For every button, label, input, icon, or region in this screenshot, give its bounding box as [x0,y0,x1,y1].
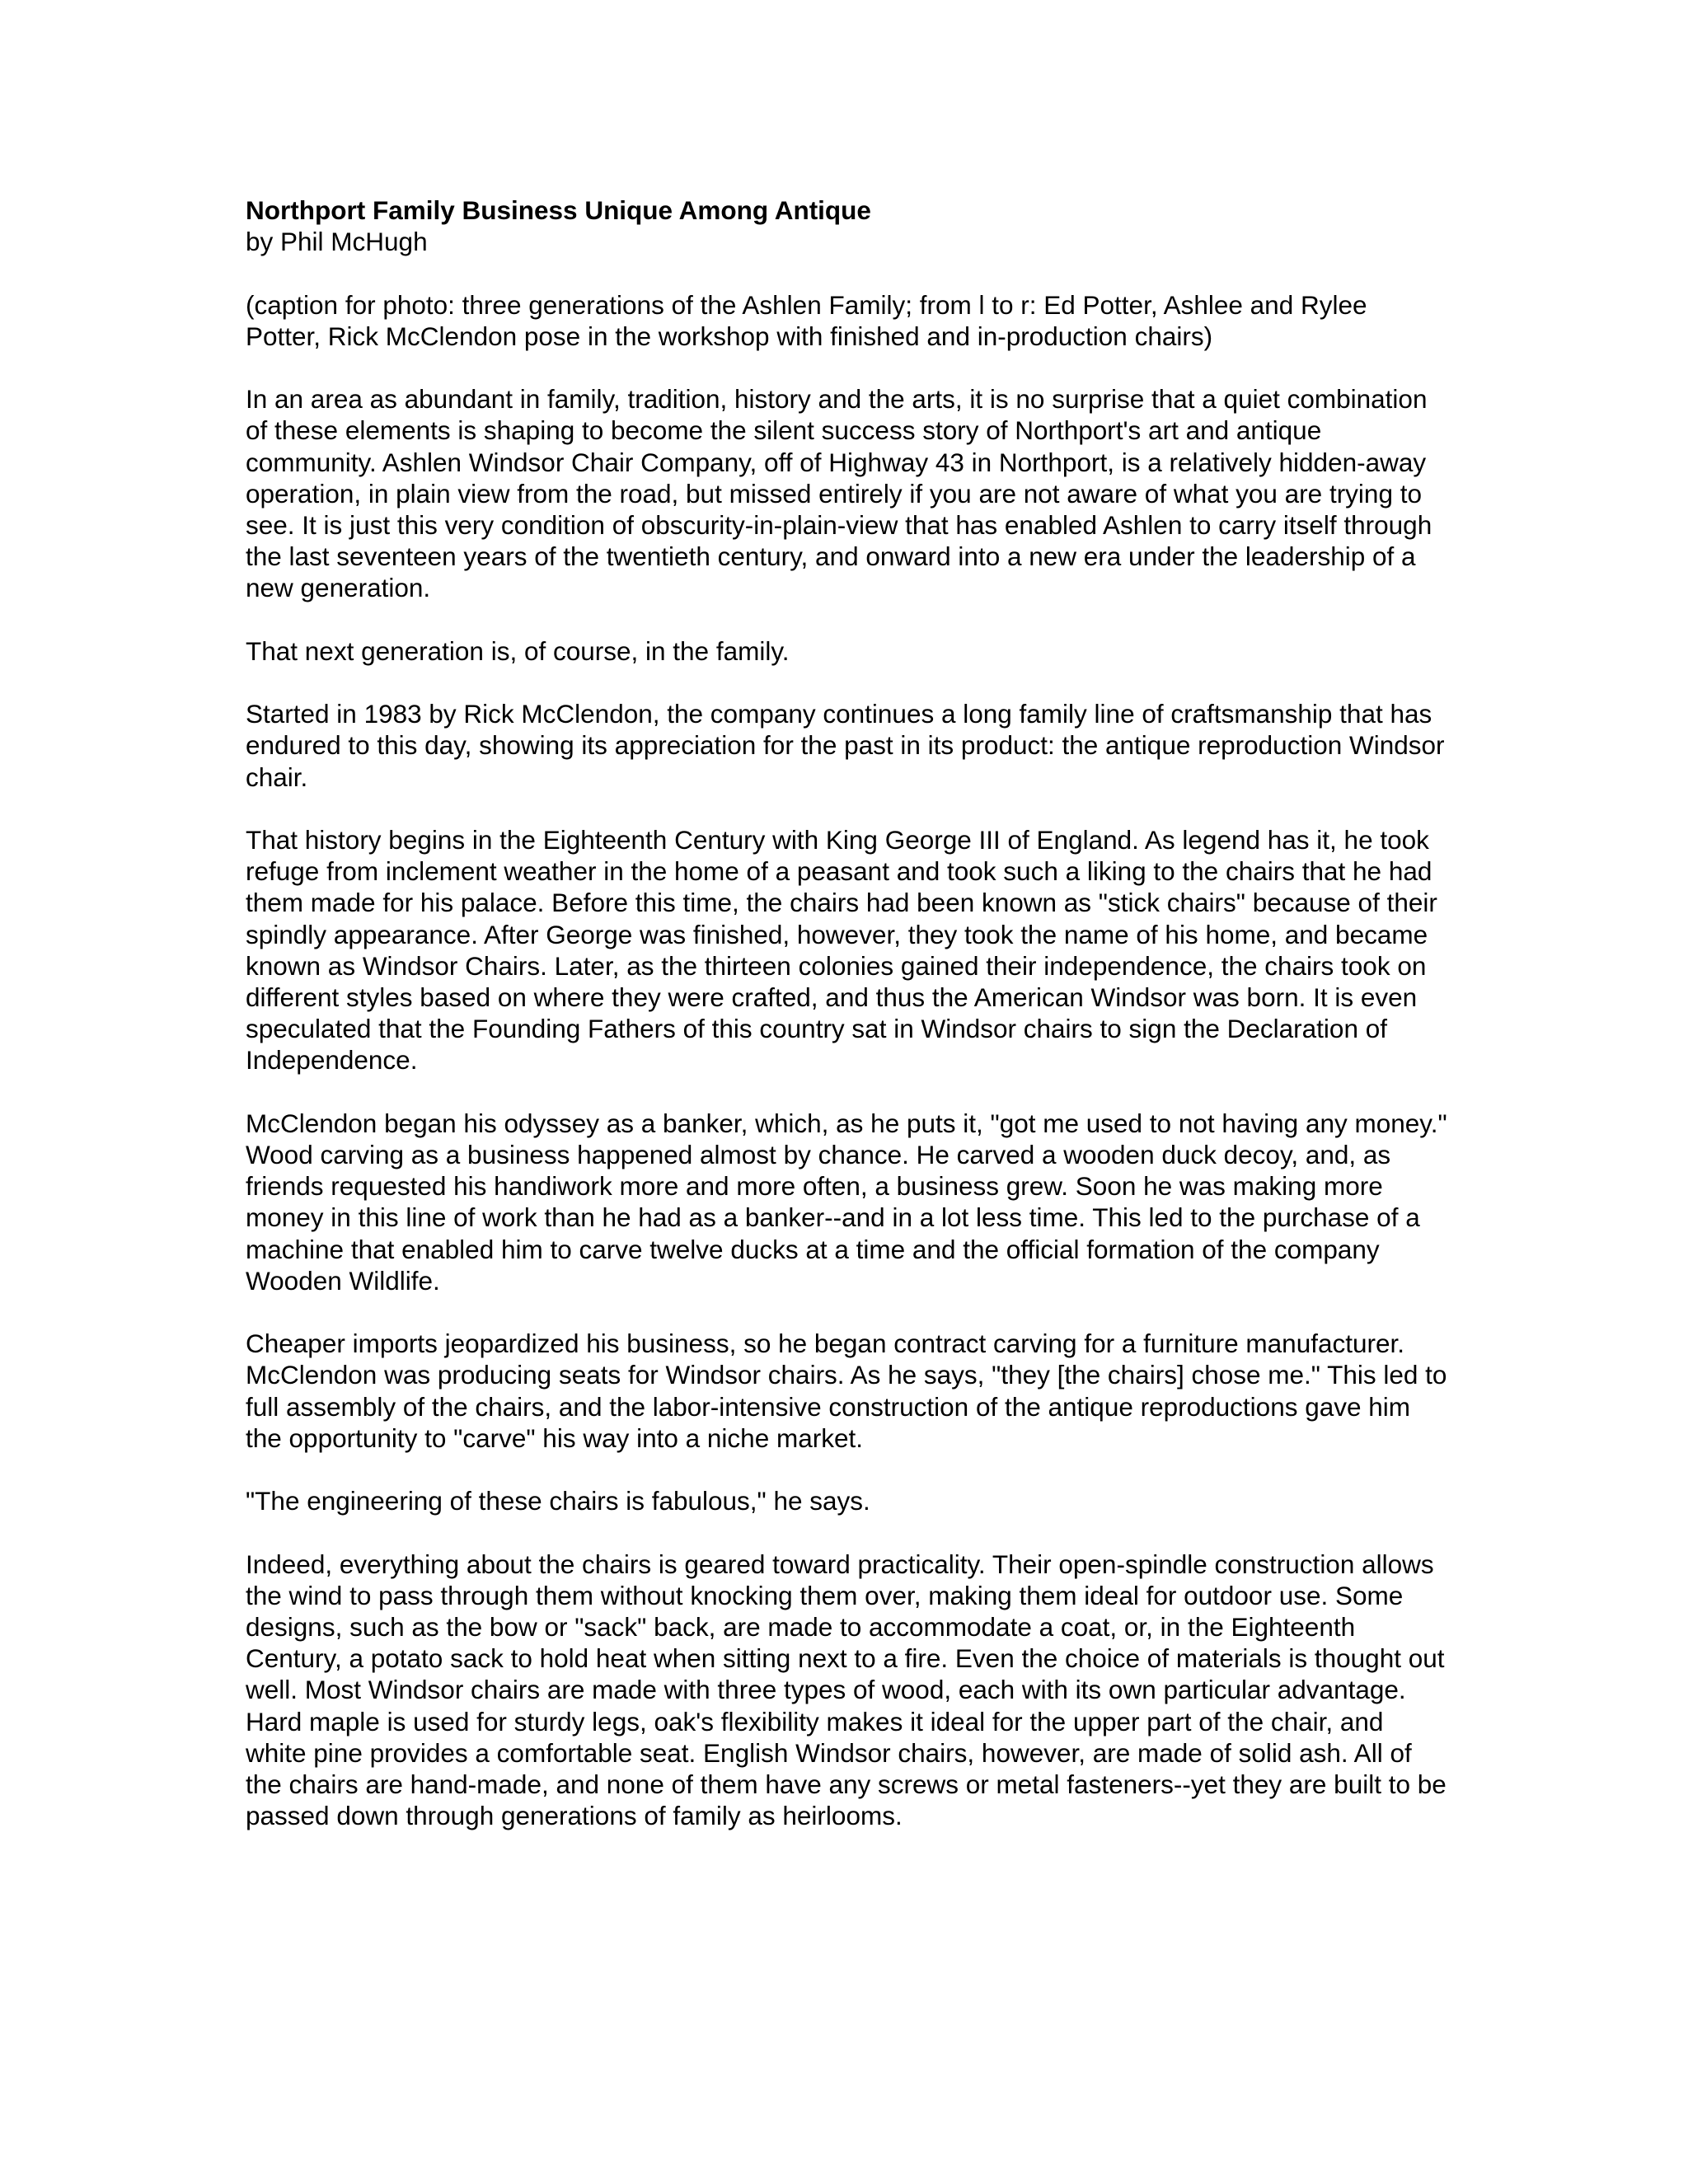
photo-caption: (caption for photo: three generations of the Ashlen Family; from l to r: Ed Potter, Ashlee and Rylee Potter, Rick McClendon pose in the workshop with finished and in-production chairs) [246,289,1367,351]
paragraph: Indeed, everything about the chairs is geared toward practicality. Their open-spindle construction allows the wind to pass through them without knocking them over, making them ideal for outdoor use. Some designs, such as the bow or "sack" back, are made to accommodate a coat, or, in the Eighteenth Century, a potato sack to hold heat when sitting next to a fire. Even the choice of materials is thought out well. Most Windsor chairs are made with three types of wood, each with its own particular advantage. Hard maple is used for sturdy legs, oak's flexibility makes it ideal for the upper part of the chair, and white pine provides a comfortable seat. English Windsor chairs, however, are made of solid ash. All of the chairs are hand-made, and none of them have any screws or metal fasteners--yet they are built to be passed down through generations of family as heirlooms. [246,1549,1447,1831]
article [246,194,1449,1831]
paragraph: McClendon began his odyssey as a banker, which, as he puts it, "got me used to not having any money." Wood carving as a business happened almost by chance. He carved a wooden duck decoy, and, as friends requested his handiwork more and more often, a business grew. Soon he was making more money in this line of work than he had as a banker--and in a lot less time. This led to the purchase of a machine that enabled him to carve twelve ducks at a time and the official formation of the company Wooden Wildlife. [246,1108,1447,1296]
paragraph: Started in 1983 by Rick McClendon, the company continues a long family line of craftsmanship that has endured to this day, showing its appreciation for the past in its product: the antique reproduction Windsor chair. [246,699,1445,792]
paragraph: That next generation is, of course, in the family. [246,635,790,666]
article-byline: by Phil McHugh [246,227,428,257]
paragraph: "The engineering of these chairs is fabulous," he says. [246,1486,870,1516]
paragraph: Cheaper imports jeopardized his business, so he began contract carving for a furniture manufacturer. McClendon was producing seats for Windsor chairs. As he says, "they [the chairs] chose me." This led to full assembly of the chairs, and the labor-intensive construction of the antique reproductions gave him the opportunity to "carve" his way into a niche market. [246,1329,1447,1453]
paragraph: That history begins in the Eighteenth Century with King George III of England. As legend has it, he took refuge from inclement weather in the home of a peasant and took such a liking to the chairs that he had them made for his palace. Before this time, the chairs had been known as "stick chairs" because of their spindly appearance. After George was finished, however, they took the name of his home, and became known as Windsor Chairs. Later, as the thirteen colonies gained their independence, the chairs took on different styles based on where they were crafted, and thus the American Windsor was born. It is even speculated that the Founding Fathers of this country sat in Windsor chairs to sign the Declaration of Independence. [246,824,1437,1076]
article-title: Northport Family Business Unique Among Antique [246,195,871,225]
paragraph: In an area as abundant in family, tradition, history and the arts, it is no surprise that a quiet combination of these elements is shaping to become the silent success story of Northport's art and antique community. Ashlen Windsor Chair Company, off of Highway 43 in Northport, is a relatively hidden-away operation, in plain view from the road, but missed entirely if you are not aware of what you are trying to see. It is just this very condition of obscurity-in-plain-view that has enabled Ashlen to carry itself through the last seventeen years of the twentieth century, and onward into a new era under the leadership of a new generation. [246,384,1432,603]
